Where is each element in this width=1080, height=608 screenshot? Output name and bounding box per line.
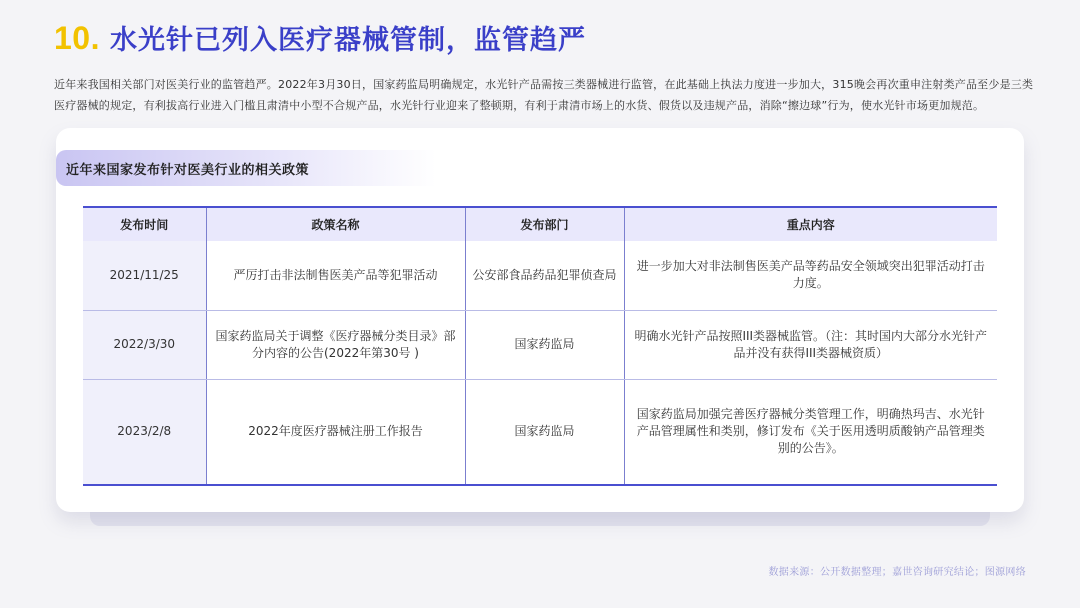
policy-tag-label: 近年来国家发布针对医美行业的相关政策 bbox=[66, 162, 310, 178]
card-shadow bbox=[90, 512, 990, 526]
table-row bbox=[83, 310, 997, 379]
intro-paragraph: 近年来我国相关部门对医美行业的监管趋严。2022年3月30日，国家药监局明确规定，水光针产品需按三类器械进行监管，在此基础上执法力度进一步加大，315晚会再次重申注射类产品至少是三类医疗器械的规定，有利拔高行业进入门槛且肃清中小型不合规产品，水光针行业迎来了整顿期，有利于肃清市场上的水货、假货以及违规产品，消除“擦边球”行为，使水光针市场更加规范。 bbox=[54, 78, 1034, 112]
source-note: 数据来源：公开数据整理；嘉世咨询研究结论；图源网络 bbox=[768, 567, 1026, 578]
cell-date: 2021/11/25 bbox=[83, 241, 206, 310]
cell-key-content: 进一步加大对非法制售医美产品等药品安全领域突出犯罪活动打击力度。 bbox=[624, 241, 997, 310]
cell-dept: 国家药监局 bbox=[465, 379, 624, 485]
cell-policy-name: 2022年度医疗器械注册工作报告 bbox=[206, 379, 465, 485]
cell-policy-name: 严厉打击非法制售医美产品等犯罪活动 bbox=[206, 241, 465, 310]
cell-policy-name: 国家药监局关于调整《医疗器械分类目录》部分内容的公告(2022年第30号 ) bbox=[206, 310, 465, 379]
cell-key-content: 明确水光针产品按照III类器械监管。（注：其时国内大部分水光针产品并没有获得III类器械资质） bbox=[624, 310, 997, 379]
policy-tag bbox=[56, 150, 436, 186]
title-text: 水光针已列入医疗器械管制，监管趋严 bbox=[109, 25, 586, 56]
title-number: 10. bbox=[54, 20, 100, 56]
cell-dept: 公安部食品药品犯罪侦查局 bbox=[465, 241, 624, 310]
cell-key-content: 国家药监局加强完善医疗器械分类管理工作，明确热玛吉、水光针产品管理属性和类别，修订发布《关于医用透明质酸钠产品管理类别的公告》。 bbox=[624, 379, 997, 485]
cell-dept: 国家药监局 bbox=[465, 310, 624, 379]
table-row bbox=[83, 379, 997, 485]
policy-table bbox=[83, 206, 997, 486]
policy-card bbox=[56, 128, 1024, 512]
col-header-dept: 发布部门 bbox=[465, 207, 624, 241]
page-title bbox=[54, 18, 586, 57]
cell-date: 2023/2/8 bbox=[83, 379, 206, 485]
cell-date: 2022/3/30 bbox=[83, 310, 206, 379]
col-header-policy: 政策名称 bbox=[206, 207, 465, 241]
table-row bbox=[83, 241, 997, 310]
col-header-date: 发布时间 bbox=[83, 207, 206, 241]
table-header-row bbox=[83, 207, 997, 241]
col-header-key: 重点内容 bbox=[624, 207, 997, 241]
